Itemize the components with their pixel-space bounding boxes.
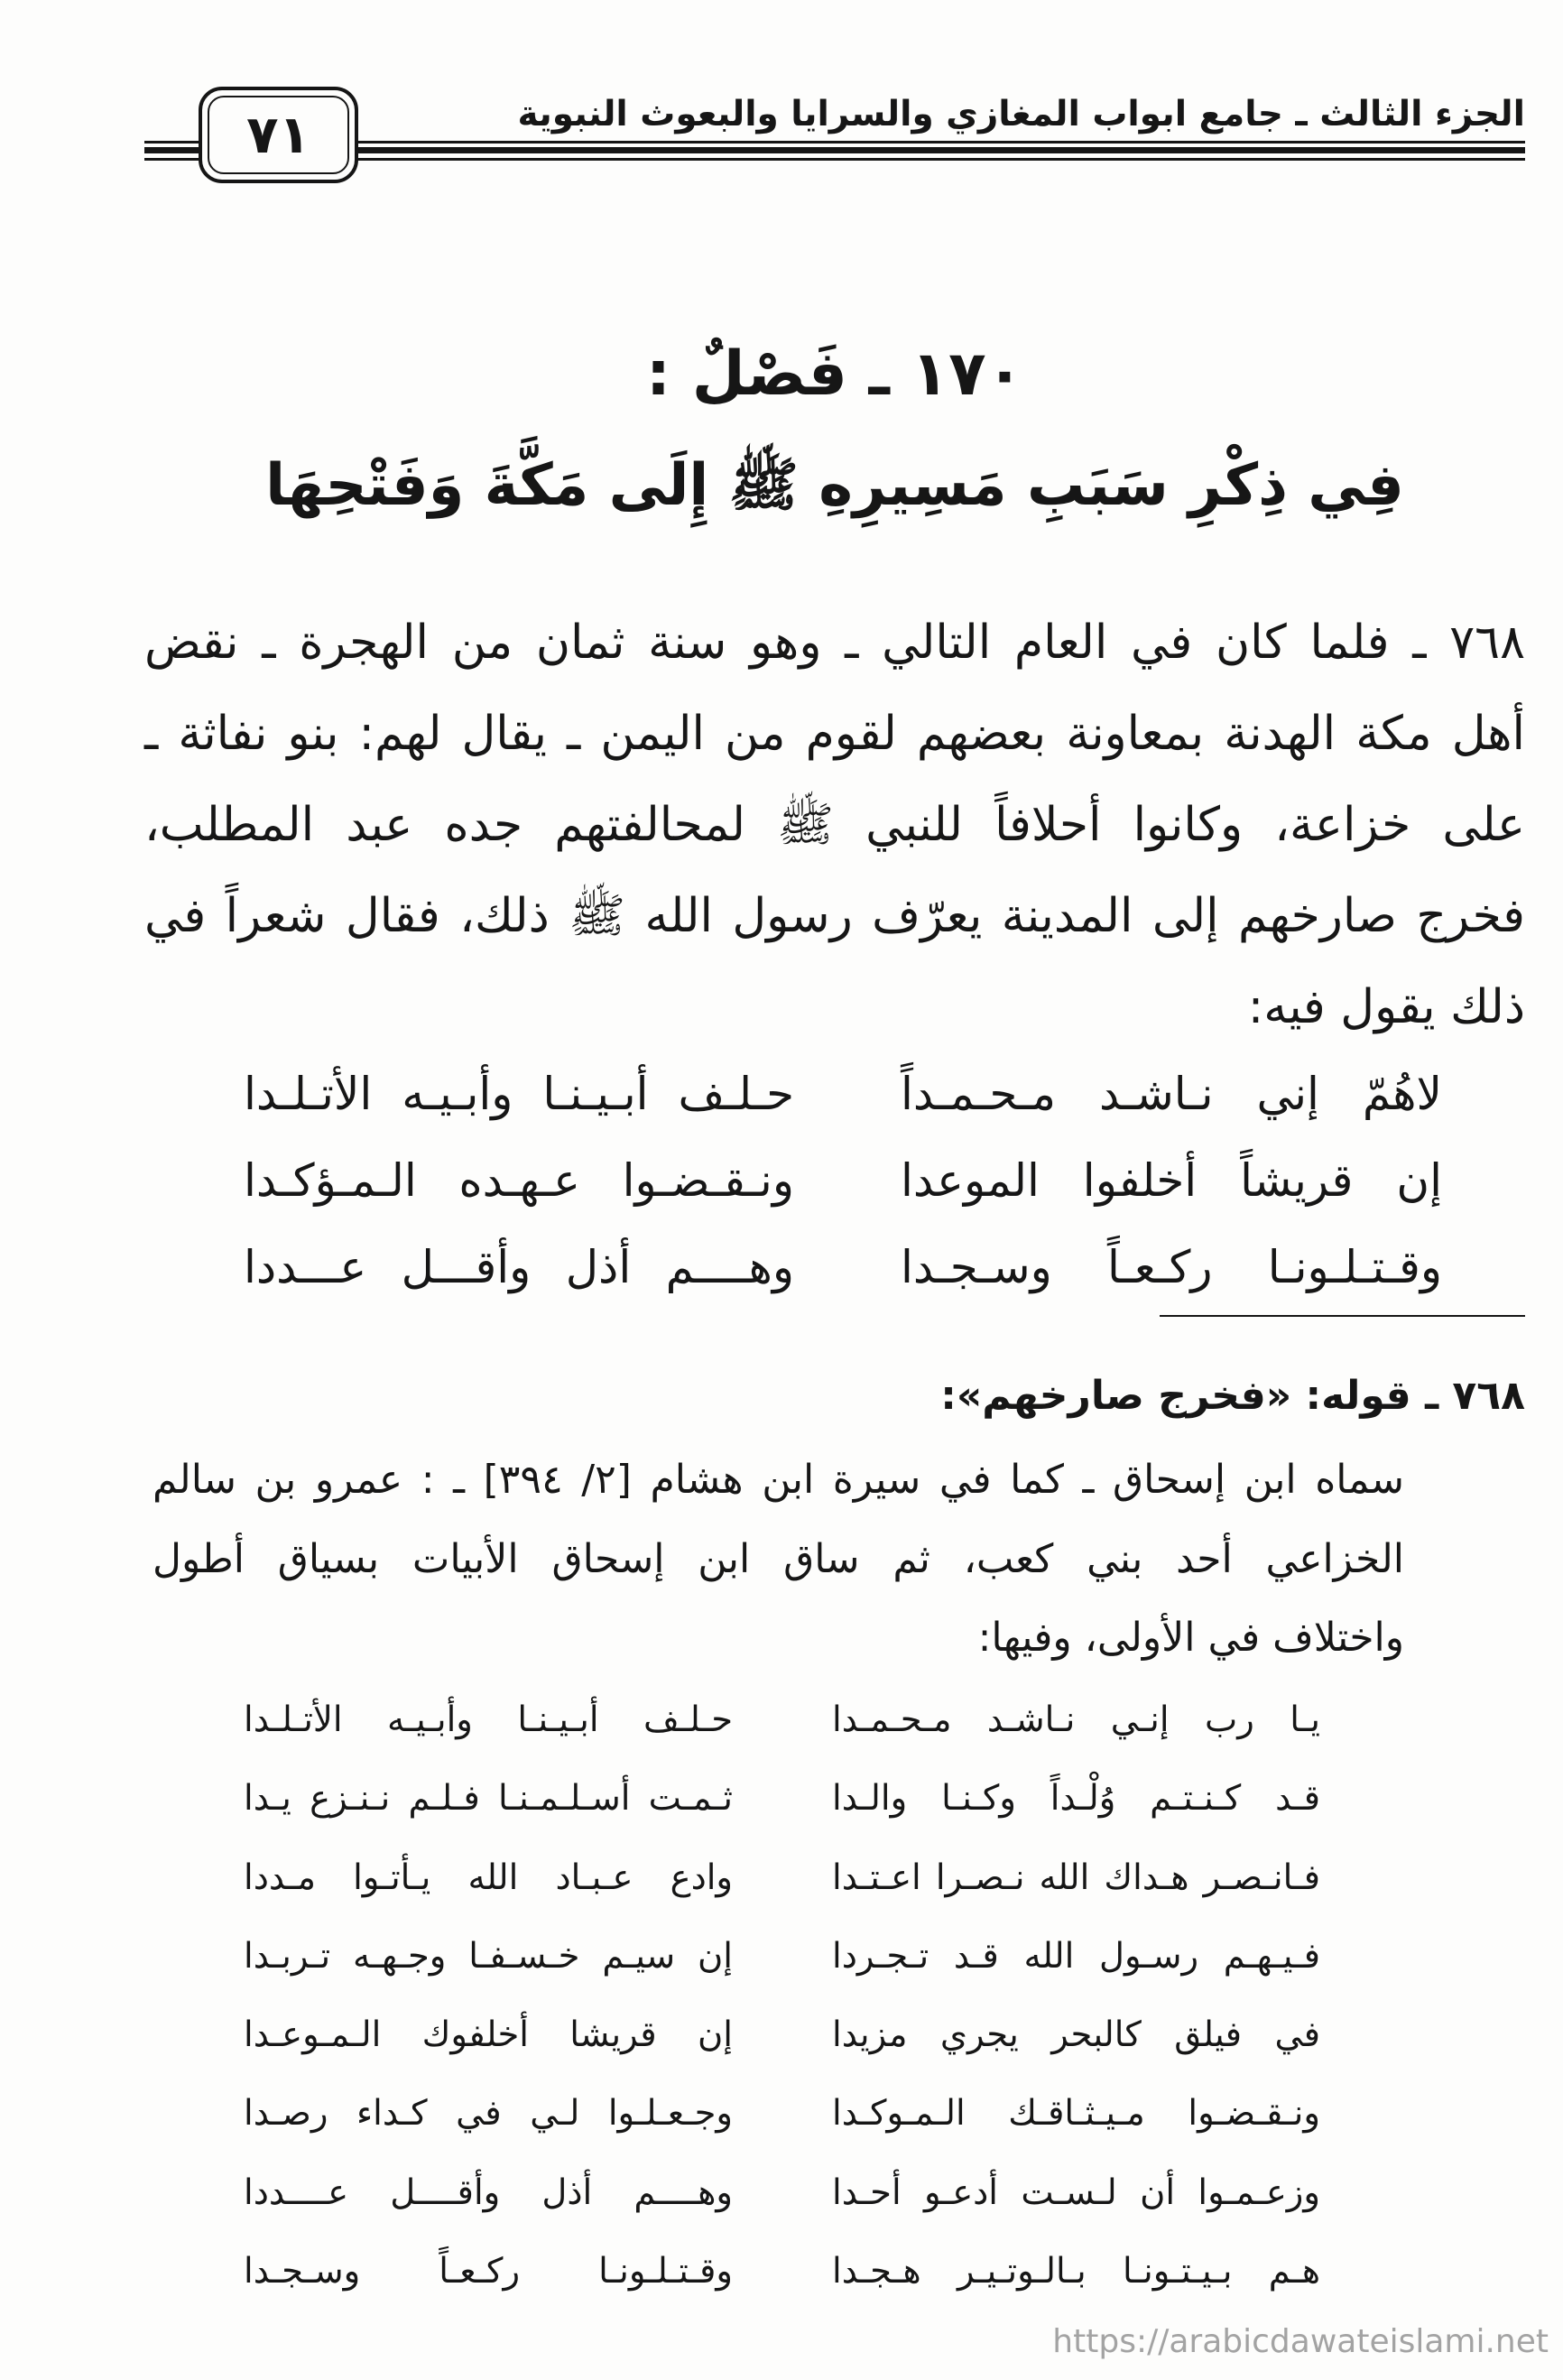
footnote-verse-second-hemistich: وجـعـلـوا لـي في كـداء رصـدا	[244, 2093, 733, 2134]
footnote-line: واختلاف في الأولى، وفيها:	[977, 1615, 1404, 1661]
footnote-verse-first-hemistich: ونـقـضـوا مـيـثـاقـك الـمـوكـدا	[832, 2093, 1320, 2134]
paragraph-line: على خزاعة، وكانوا أحلافاً للنبي ﷺ لمحالفتهم جده عبد المطلب،	[144, 798, 1525, 852]
footnote-verse-second-hemistich: إن قريشا أخلفوك الـمـوعـدا	[244, 2014, 733, 2055]
verse-second-hemistich: حـلـف أبـيـنـا وأبـيـه الأتـلـدا	[244, 1068, 794, 1120]
paragraph-line: ٧٦٨ ـ فلما كان في العام التالي ـ وهو سنة ثمان من الهجرة ـ نقض	[144, 616, 1525, 670]
footnote-verse-second-hemistich: حـلـف أبـيـنـا وأبـيـه الأتـلـدا	[244, 1699, 733, 1740]
verse-first-hemistich: إن قريشاً أخلفوا الموعدا	[901, 1154, 1442, 1207]
paragraph-line: أهل مكة الهدنة بمعاونة بعضهم لقوم من اليمن ـ يقال لهم: بنو نفاثة ـ	[144, 707, 1525, 761]
verse-first-hemistich: وقـتـلـونـا ركـعـاً وسـجـدا	[901, 1241, 1442, 1293]
footnote-verse-second-hemistich: وقـتـلـونـا ركـعـاً وسـجـدا	[244, 2251, 733, 2292]
footnote-verse-first-hemistich: يـا رب إنـي نـاشـد مـحـمـدا	[832, 1699, 1320, 1740]
page-number: ٧١	[246, 104, 310, 165]
footnote-verse-first-hemistich: فـيـهـم رسـول الله قـد تـجـردا	[832, 1936, 1320, 1977]
footnote-line: سماه ابن إسحاق ـ كما في سيرة ابن هشام [٢/ ٣٩٤] ـ : عمرو بن سالم	[153, 1457, 1405, 1503]
footnote-verse-first-hemistich: في فيلق كالبحر يجري مزيدا	[832, 2014, 1320, 2055]
source-watermark: https://arabicdawateislami.net	[1052, 2323, 1549, 2360]
paragraph-line: فخرج صارخهم إلى المدينة يعرّف رسول الله ﷺ ذلك، فقال شعراً في	[144, 889, 1525, 943]
verse-second-hemistich: وهــــم أذل وأقـــل عـــددا	[244, 1241, 794, 1293]
footnote-verse-second-hemistich: ثـمـت أسـلـمـنـا فـلـم نـنـزع يـدا	[244, 1778, 733, 1819]
footnote-verse-second-hemistich: وهــــم أذل وأقــــل عــــددا	[244, 2172, 733, 2213]
verse-first-hemistich: لاهُمّ إني نـاشـد مـحـمـداً	[901, 1068, 1442, 1120]
footnote-heading: ٧٦٨ ـ قوله: «فخرج صارخهم»:	[940, 1373, 1525, 1419]
footnote-verse-first-hemistich: قـد كـنـتـم وُلْـداً وكـنـا والـدا	[832, 1778, 1320, 1819]
verse-second-hemistich: ونـقـضـوا عـهـده الـمـؤكـدا	[244, 1154, 794, 1207]
paragraph-line: ذلك يقول فيه:	[1247, 980, 1525, 1034]
footnote-separator	[1160, 1315, 1525, 1317]
footnote-verse-second-hemistich: وادع عـبـاد الله يـأتـوا مـددا	[244, 1857, 733, 1898]
page-number-frame	[199, 87, 358, 183]
footnote-verse-second-hemistich: إن سيـم خـسـفـا وجـهـه تـربـدا	[244, 1936, 733, 1977]
footnote-verse-first-hemistich: وزعـمـوا أن لـسـت أدعـو أحـدا	[832, 2172, 1320, 2213]
footnote-verse-first-hemistich: هـم بـيـتـونـا بـالـوتـيـر هـجـدا	[832, 2251, 1320, 2292]
chapter-subheading: فِي ذِكْرِ سَبَبِ مَسِيرِهِ ﷺ إِلَى مَكَّةَ وَفَتْحِهَا	[265, 452, 1404, 519]
footnote-verse-first-hemistich: فـانـصـر هـداك الله نـصـرا اعـتـدا	[832, 1857, 1320, 1898]
chapter-heading: ١٧٠ ـ فَصْلٌ :	[645, 338, 1024, 410]
footnote-line: الخزاعي أحد بني كعب، ثم ساق ابن إسحاق الأبيات بسياق أطول	[153, 1536, 1404, 1582]
running-title: الجزء الثالث ـ جامع ابواب المغازي والسرايا والبعوث النبوية	[517, 94, 1525, 134]
